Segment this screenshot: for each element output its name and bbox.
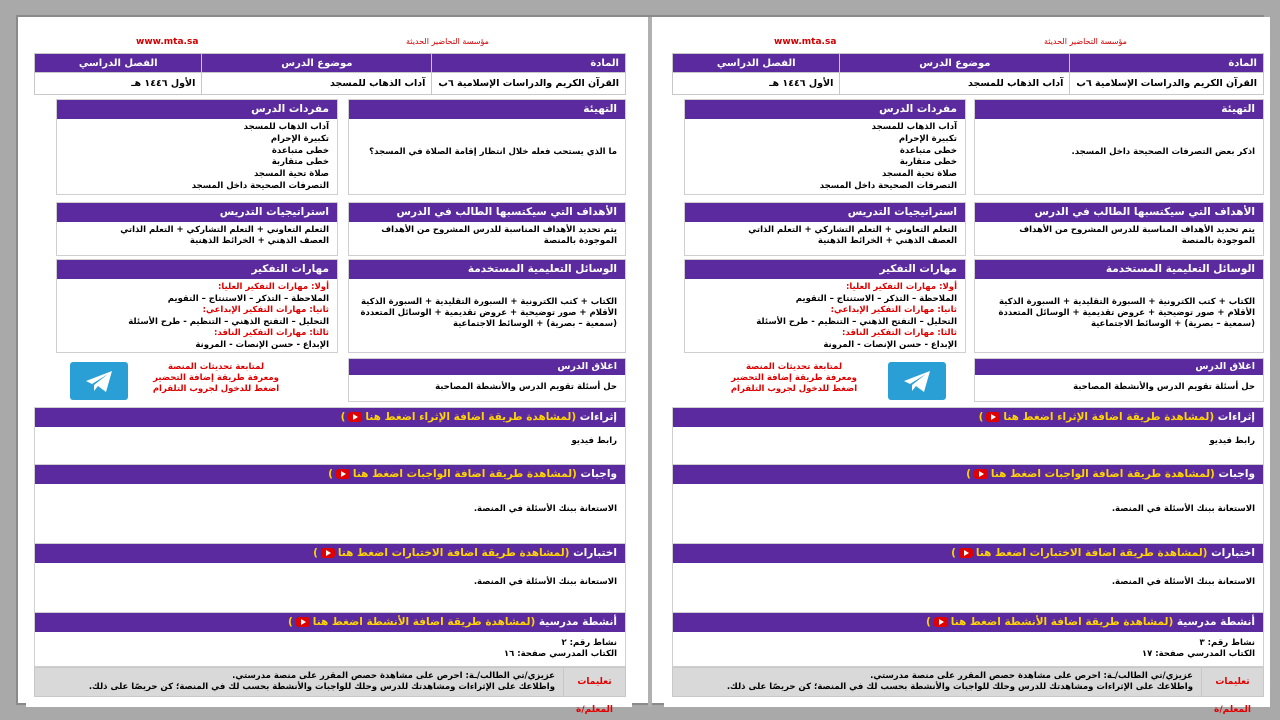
strategies-title: استراتيجيات التدريس xyxy=(57,203,337,222)
vocab-item: خطى متقاربة xyxy=(899,157,957,168)
homework-title: واجبات xyxy=(1218,468,1255,480)
promo-line: لمتابعة تحديثات المنصة xyxy=(745,362,843,372)
tests-help-link[interactable]: (لمشاهدة طريقة اضافة الاختبارات اضغط هنا xyxy=(337,547,570,559)
thinking-text: الملاحظة – التذكر – الاستنتاج – التقويم xyxy=(167,293,329,304)
tests-text: الاستعانة ببنك الأسئلة في المنصة. xyxy=(1111,577,1255,587)
goals-text: يتم تحديد الأهداف المناسبة للدرس المشروح من الأهداف الموجودة بالمنصة xyxy=(381,225,617,247)
thinking-title: مهارات التفكير xyxy=(57,260,337,279)
vocab-item: خطى متباعدة xyxy=(899,145,957,156)
book-page: الكتاب المدرسي صفحة: ١٦ xyxy=(503,649,617,660)
thinking-box xyxy=(684,259,966,353)
aids-box xyxy=(348,259,626,353)
enrichment-section xyxy=(672,407,1264,465)
link-close-paren: ) xyxy=(966,468,971,480)
tests-title: اختبارات xyxy=(573,547,617,559)
strategies-line: العصف الذهني + الخرائط الذهنية xyxy=(189,236,329,247)
strategies-box xyxy=(684,202,966,256)
lesson-page-left xyxy=(26,17,632,715)
youtube-icon[interactable] xyxy=(974,469,988,479)
homework-text: الاستعانة ببنك الأسئلة في المنصة. xyxy=(1111,504,1255,514)
homework-section xyxy=(672,464,1264,546)
strategies-line: التعلم التعاوني + التعلم التشاركي + التعلم الذاتي xyxy=(748,225,957,235)
thinking-text: التحليل – التفتح الذهني – التنظيم - طرح الأسئلة xyxy=(128,316,329,327)
subject-header: المادة xyxy=(432,54,626,73)
instruction-line: عزيزي/تي الطالب/ـة: احرص على مشاهدة حصص المقرر على منصة مدرستي. xyxy=(870,671,1193,681)
aids-line: (سمعية – بصرية) + الوسائط الاجتماعية xyxy=(1090,319,1255,330)
subject-header: المادة xyxy=(1070,54,1264,73)
promo-line: اضغط للدخول لجروب التلقرام xyxy=(152,384,280,394)
site-url[interactable]: www.mta.sa xyxy=(136,37,199,47)
vocab-item: تكبيرة الإحرام xyxy=(270,133,329,144)
aids-line: الكتاب + كتب الكترونية + السبورة التقليدية + السبورة الذكية xyxy=(999,297,1255,307)
goals-box xyxy=(974,202,1264,256)
homework-help-link[interactable]: (لمشاهدة طريقة اضافة الواجبات اضغط هنا xyxy=(990,468,1215,480)
goals-text: يتم تحديد الأهداف المناسبة للدرس المشروح من الأهداف الموجودة بالمنصة xyxy=(1019,225,1255,247)
thinking-text: الملاحظة – التذكر – الاستنتاج – التقويم xyxy=(795,293,957,304)
vocab-item: صلاة تحية المسجد xyxy=(881,169,957,180)
link-close-paren: ) xyxy=(287,616,293,628)
strategies-box xyxy=(56,202,338,256)
telegram-icon[interactable] xyxy=(888,362,946,400)
telegram-promo[interactable] xyxy=(684,358,966,404)
instruction-line: واطلاعك على الإثراءات ومشاهدتك للدرس وحلك للواجبات والأنشطة بحسب لك في المنصة؛ كن حريصًا على ذلك. xyxy=(726,682,1193,692)
thinking-text: التحليل – التفتح الذهني – التنظيم - طرح الأسئلة xyxy=(756,316,957,327)
teacher-instructions xyxy=(672,667,1264,715)
page-divider xyxy=(648,17,652,707)
instruction-line: واطلاعك على الإثراءات ومشاهدتك للدرس وحلك للواجبات والأنشطة بحسب لك في المنصة؛ كن حريصًا على ذلك. xyxy=(88,682,555,692)
goals-title: الأهداف التي سيكتسبها الطالب في الدرس xyxy=(349,203,625,222)
promo-line: ومعرفة طريقة إضافة التحضير xyxy=(153,373,279,383)
warmup-text: ما الذي يستحب فعله خلال انتظار إقامة الصلاة في المسجد؟ xyxy=(369,147,617,157)
activity-number: نشاط رقم: ٣ xyxy=(1199,638,1255,648)
closing-text: حل أسئلة تقويم الدرس والأنشطة المصاحبة xyxy=(435,382,617,392)
institution-name: مؤسسة التحاضير الحديثة xyxy=(406,37,489,46)
topic-value: آداب الذهاب للمسجد xyxy=(202,73,432,95)
activities-section xyxy=(672,612,1264,667)
warmup-box xyxy=(348,99,626,195)
youtube-icon[interactable] xyxy=(296,617,310,627)
warmup-text: اذكر بعض التصرفات الصحيحة داخل المسجد. xyxy=(1071,147,1255,157)
link-close-paren: ) xyxy=(951,547,956,559)
strategies-line: العصف الذهني + الخرائط الذهنية xyxy=(817,236,957,247)
homework-text: الاستعانة ببنك الأسئلة في المنصة. xyxy=(473,504,617,514)
activities-help-link[interactable]: (لمشاهدة طريقة اضافة الأنشطة اضغط هنا xyxy=(312,616,536,628)
strategies-line: التعلم التعاوني + التعلم التشاركي + التعلم الذاتي xyxy=(120,225,329,235)
aids-title: الوسائل التعليمية المستخدمة xyxy=(975,260,1263,279)
aids-line: الكتاب + كتب الكترونية + السبورة التقليدية + السبورة الذكية xyxy=(361,297,617,307)
activities-section xyxy=(34,612,626,667)
thinking-title: مهارات التفكير xyxy=(685,260,965,279)
enrichment-section xyxy=(34,407,626,465)
youtube-icon[interactable] xyxy=(321,548,335,558)
warmup-title: التهيئة xyxy=(975,100,1263,119)
topic-header: موضوع الدرس xyxy=(202,54,432,73)
aids-line: (سمعية – بصرية) + الوسائط الاجتماعية xyxy=(452,319,617,330)
youtube-icon[interactable] xyxy=(336,469,350,479)
link-close-paren: ) xyxy=(925,616,931,628)
teacher-instructions xyxy=(34,667,626,715)
semester-header: الفصل الدراسي xyxy=(35,54,202,73)
vocab-box xyxy=(56,99,338,195)
enrichment-help-link[interactable]: (لمشاهدة طريقة اضافة الإثراء اضغط هنا xyxy=(1003,411,1215,423)
tests-title: اختبارات xyxy=(1211,547,1255,559)
vocab-item: خطى متباعدة xyxy=(271,145,329,156)
institution-name: مؤسسة التحاضير الحديثة xyxy=(1044,37,1127,46)
vocab-item: التصرفات الصحيحة داخل المسجد xyxy=(819,180,957,191)
vocab-item: التصرفات الصحيحة داخل المسجد xyxy=(191,180,329,191)
enrichment-text: رابط فيديو xyxy=(1209,436,1255,446)
warmup-title: التهيئة xyxy=(349,100,625,119)
site-url[interactable]: www.mta.sa xyxy=(774,37,837,47)
aids-title: الوسائل التعليمية المستخدمة xyxy=(349,260,625,279)
goals-title: الأهداف التي سيكتسبها الطالب في الدرس xyxy=(975,203,1263,222)
link-close-paren: ) xyxy=(340,411,346,423)
thinking-box xyxy=(56,259,338,353)
closing-text: حل أسئلة تقويم الدرس والأنشطة المصاحبة xyxy=(1073,382,1255,392)
tests-section xyxy=(672,543,1264,613)
enrichment-text: رابط فيديو xyxy=(571,436,617,446)
homework-title: واجبات xyxy=(580,468,617,480)
thinking-text: الإبداع - حسن الإنصات - المرونة xyxy=(195,339,329,350)
activities-title: أنشطة مدرسية xyxy=(538,616,617,628)
aids-line: الأقلام + صور توضيحية + عروض تقديمية + الوسائل المتعددة xyxy=(998,308,1255,319)
thinking-heading: أولا: مهارات التفكير العليا: xyxy=(217,282,329,292)
link-close-paren: ) xyxy=(313,547,318,559)
semester-header: الفصل الدراسي xyxy=(673,54,840,73)
homework-section xyxy=(34,464,626,546)
vocab-item: آداب الذهاب للمسجد xyxy=(243,122,329,132)
aids-line: الأقلام + صور توضيحية + عروض تقديمية + الوسائل المتعددة xyxy=(360,308,617,319)
telegram-icon[interactable] xyxy=(70,362,128,400)
topic-header: موضوع الدرس xyxy=(840,54,1070,73)
thinking-heading: ثالثا: مهارات التفكير الناقد: xyxy=(842,328,957,339)
link-close-paren: ) xyxy=(328,468,333,480)
closing-title: اغلاق الدرس xyxy=(975,359,1263,375)
telegram-promo[interactable] xyxy=(56,358,338,404)
strategies-title: استراتيجيات التدريس xyxy=(685,203,965,222)
lesson-info-table xyxy=(672,53,1264,95)
topic-value: آداب الذهاب للمسجد xyxy=(840,73,1070,95)
tests-text: الاستعانة ببنك الأسئلة في المنصة. xyxy=(473,577,617,587)
youtube-icon[interactable] xyxy=(986,412,1000,422)
closing-box xyxy=(974,358,1264,402)
promo-line: اضغط للدخول لجروب التلقرام xyxy=(730,384,858,394)
thinking-heading: ثانيا: مهارات التفكير الإبداعي: xyxy=(202,305,329,316)
semester-value: الأول ١٤٤٦ هـ xyxy=(35,73,202,95)
promo-line: ومعرفة طريقة إضافة التحضير xyxy=(731,373,857,383)
teacher-instructions-label: تعليمات المعلم/ة xyxy=(1201,668,1263,696)
promo-line: لمتابعة تحديثات المنصة xyxy=(167,362,265,372)
subject-value: القرآن الكريم والدراسات الإسلامية ٦ب xyxy=(432,73,626,95)
closing-title: اغلاق الدرس xyxy=(349,359,625,375)
teacher-instructions-label: تعليمات المعلم/ة xyxy=(563,668,625,696)
thinking-text: الإبداع - حسن الإنصات - المرونة xyxy=(823,339,957,350)
activity-number: نشاط رقم: ٢ xyxy=(561,638,617,648)
warmup-box xyxy=(974,99,1264,195)
enrichment-help-link[interactable]: (لمشاهدة طريقة اضافة الإثراء اضغط هنا xyxy=(365,411,577,423)
tests-help-link[interactable]: (لمشاهدة طريقة اضافة الاختبارات اضغط هنا xyxy=(975,547,1208,559)
instruction-line: عزيزي/تي الطالب/ـة: احرص على مشاهدة حصص المقرر على منصة مدرستي. xyxy=(232,671,555,681)
vocab-title: مفردات الدرس xyxy=(57,100,337,119)
lesson-info-table xyxy=(34,53,626,95)
youtube-icon[interactable] xyxy=(934,617,948,627)
homework-help-link[interactable]: (لمشاهدة طريقة اضافة الواجبات اضغط هنا xyxy=(352,468,577,480)
closing-box xyxy=(348,358,626,402)
enrichment-title: إثراءات xyxy=(1217,411,1255,423)
activities-help-link[interactable]: (لمشاهدة طريقة اضافة الأنشطة اضغط هنا xyxy=(950,616,1174,628)
book-page: الكتاب المدرسي صفحة: ١٧ xyxy=(1141,649,1255,660)
enrichment-title: إثراءات xyxy=(579,411,617,423)
tests-section xyxy=(34,543,626,613)
goals-box xyxy=(348,202,626,256)
link-close-paren: ) xyxy=(978,411,984,423)
youtube-icon[interactable] xyxy=(348,412,362,422)
vocab-title: مفردات الدرس xyxy=(685,100,965,119)
vocab-box xyxy=(684,99,966,195)
vocab-item: تكبيرة الإحرام xyxy=(898,133,957,144)
aids-box xyxy=(974,259,1264,353)
thinking-heading: ثالثا: مهارات التفكير الناقد: xyxy=(214,328,329,339)
vocab-item: صلاة تحية المسجد xyxy=(253,169,329,180)
document-frame xyxy=(16,15,1264,715)
vocab-item: آداب الذهاب للمسجد xyxy=(871,122,957,132)
thinking-heading: ثانيا: مهارات التفكير الإبداعي: xyxy=(830,305,957,316)
vocab-item: خطى متقاربة xyxy=(271,157,329,168)
semester-value: الأول ١٤٤٦ هـ xyxy=(673,73,840,95)
lesson-page-right xyxy=(664,17,1270,715)
youtube-icon[interactable] xyxy=(959,548,973,558)
activities-title: أنشطة مدرسية xyxy=(1176,616,1255,628)
thinking-heading: أولا: مهارات التفكير العليا: xyxy=(845,282,957,292)
subject-value: القرآن الكريم والدراسات الإسلامية ٦ب xyxy=(1070,73,1264,95)
